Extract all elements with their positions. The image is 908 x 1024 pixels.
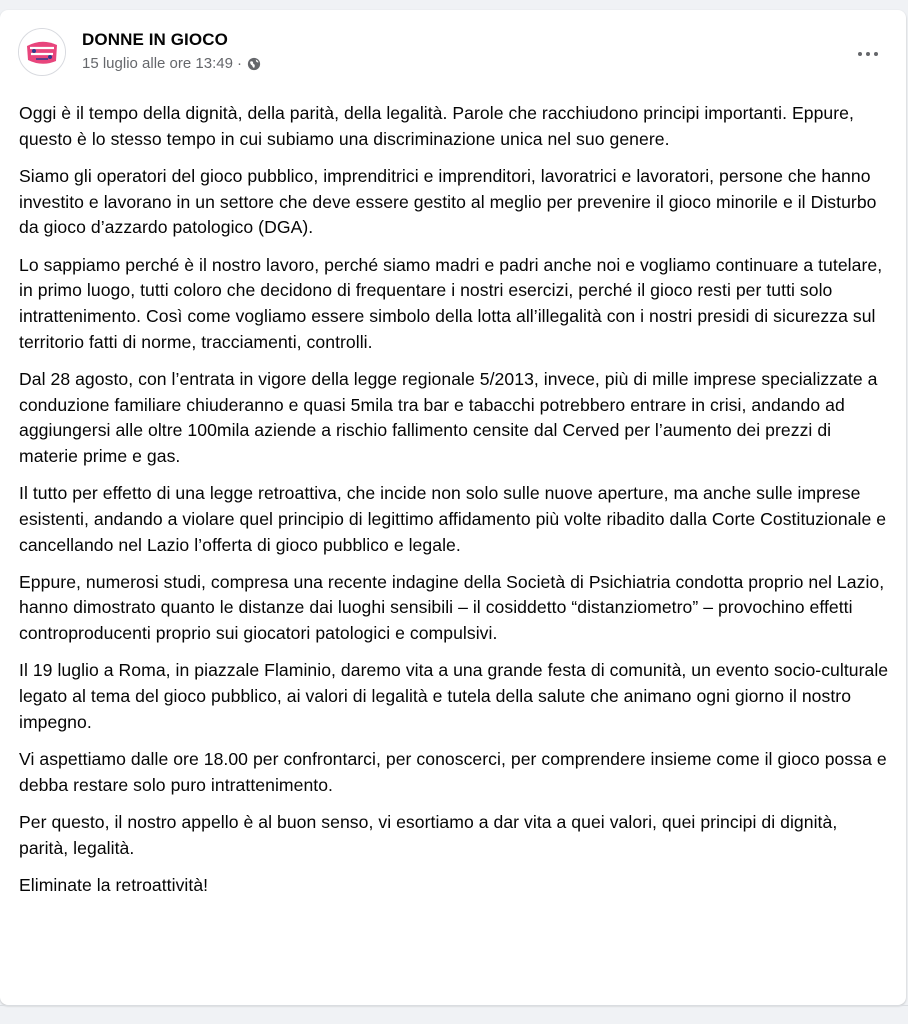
post-text	[19, 101, 891, 910]
post-paragraph: Il 19 luglio a Roma, in piazzale Flaminio, daremo vita a una grande festa di comunità, un evento socio-culturale legato al tema del gioco pubblico, ai valori di legalità e tutela della salute che animano ogni giorno il nostro impegno.	[19, 660, 889, 732]
page-name-link[interactable]: DONNE IN GIOCO	[82, 30, 228, 49]
post-paragraph: Lo sappiamo perché è il nostro lavoro, perché siamo madri e padri anche noi e vogliamo continuare a tutelare, in primo luogo, tutti coloro che decidono di frequentare i nostri esercizi, perché il gioco resti per tutti solo intrattenimento. Così come vogliamo essere simbolo della lotta all’illegalità con i nostri presidi di sicurezza sul territorio fatti di norme, tracciamenti, controlli.	[19, 254, 883, 352]
page-avatar[interactable]	[18, 28, 66, 76]
post-paragraph: Eliminate la retroattività!	[19, 874, 209, 895]
post-header	[18, 22, 888, 82]
more-options-icon	[858, 52, 862, 56]
post-card	[0, 10, 906, 1005]
bottom-divider	[0, 1005, 908, 1006]
more-options-button[interactable]	[850, 36, 886, 72]
donne-in-gioco-logo-icon	[19, 29, 65, 75]
post-paragraph: Dal 28 agosto, con l’entrata in vigore della legge regionale 5/2013, invece, più di mille imprese specializzate a conduzione familiare chiuderanno e quasi 5mila tra bar e tabacchi potrebbero entrare in crisi, andando ad aggiungersi alle oltre 100mila aziende a rischio fallimento censite dal Cerved per l’aumento dei prezzi di materie prime e gas.	[19, 368, 878, 466]
more-options-dot	[874, 52, 878, 56]
more-options-dot	[866, 52, 870, 56]
post-timestamp[interactable]: 15 luglio alle ore 13:49	[82, 55, 233, 72]
post-paragraph: Oggi è il tempo della dignità, della parità, della legalità. Parole che racchiudono principi importanti. Eppure, questo è lo stesso tempo in cui subiamo una discriminazione unica nel suo genere.	[19, 103, 854, 149]
meta-separator: ·	[236, 55, 242, 72]
post-paragraph: Eppure, numerosi studi, compresa una recente indagine della Società di Psichiatria condotta proprio nel Lazio, hanno dimostrato quanto le distanze dai luoghi sensibili – il cosiddetto “distanziometro” – provochino effetti controproducenti proprio sui giocatori patologici e compulsivi.	[19, 571, 885, 644]
post-paragraph: Il tutto per effetto di una legge retroattiva, che incide non solo sulle nuove aperture, ma anche sulle imprese esistenti, andando a violare quel principio di legittimo affidamento più volte ribadito dalla Corte Costituzionale e cancellando nel Lazio l’offerta di gioco pubblico e legale.	[19, 483, 887, 555]
post-paragraph: Per questo, il nostro appello è al buon senso, vi esortiamo a dar vita a quei valori, quei principi di dignità, parità, legalità.	[19, 811, 838, 858]
globe-icon[interactable]	[247, 57, 261, 71]
post-meta	[82, 55, 261, 72]
post-paragraph: Vi aspettiamo dalle ore 18.00 per confrontarci, per conoscerci, per comprendere insieme come il gioco possa e debba restare solo puro intrattenimento.	[19, 748, 887, 795]
post-paragraph: Siamo gli operatori del gioco pubblico, imprenditrici e imprenditori, lavoratrici e lavoratori, persone che hanno investito e lavorano in un settore che deve essere gestito al meglio per prevenire il gioco minorile e il Disturbo da gioco d’azzardo patologico (DGA).	[19, 165, 877, 238]
